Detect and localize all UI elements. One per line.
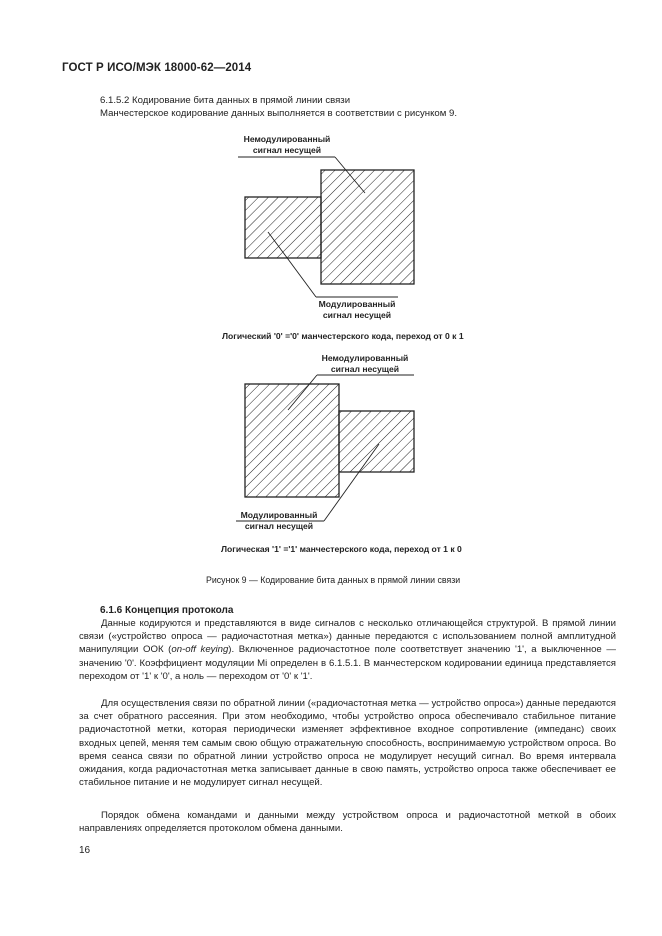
paragraph-1-text: Данные кодируются и представляются в виде сигналов с несколько отличающейся структурой. В прямой линии связи («устройство опроса — радиочастотная метка») данные передаются с использованием полной амплитудной манипуляции ООК ( [79,618,616,656]
label-unmodulated-top [232,134,342,155]
paragraph-2: Для осуществления связи по обратной линии («радиочастотная метка — устройство опроса») данные передаются за счет обратного рассеяния. При этом необходимо, чтобы устройство опроса обеспечивало стабильное питание радиочастотной метки, которая периодически изменяет эффективное входное сопротивление (импеданс) своих входных цепей, меняя тем самым свою общую отражательную способность, воспринимаемую устройством опроса. Во время сеанса связи по обратной линии устройство опроса не модулирует несущий сигнал. Во время интервала ожидания, когда радиочастотная метка записывает данные в свою память, устройство опроса также обеспечивает ее стабильное питание и не модулирует сигнал несущей. [79,698,616,789]
label-modulated-top [307,299,407,320]
label-line: сигнал несущей [244,520,314,531]
label-line: Немодулированный [321,353,409,363]
label-line: Немодулированный [243,134,331,144]
section-heading: 6.1.6 Концепция протокола [100,605,234,616]
paragraph-3: Порядок обмена командами и данными между устройством опроса и радиочастотной меткой в обоих направлениях определяется протоколом обмена данными. [79,810,616,835]
modulated-carrier-block [339,411,414,472]
label-modulated-bottom [230,510,328,531]
diagram-logic-zero [238,157,414,297]
unmodulated-carrier-block [245,384,339,497]
modulated-carrier-block [245,197,321,258]
diagram-logic-one [236,375,414,521]
label-line: сигнал несущей [252,144,322,155]
intro-sentence: Манчестерское кодирование данных выполняется в соответствии с рисунком 9. [100,108,457,119]
paragraph-1 [79,617,616,683]
caption-logic-one: Логическая '1' ='1' манчестерского кода, переход от 1 к 0 [221,544,462,554]
label-line: сигнал несущей [322,309,392,320]
paragraph-1-italic: on-off keying [171,644,229,656]
label-line: Модулированный [318,299,396,309]
page-number: 16 [79,845,91,856]
unmodulated-carrier-block [321,170,414,284]
label-unmodulated-bottom [313,353,417,374]
subsection-heading: 6.1.5.2 Кодирование бита данных в прямой линии связи [100,95,351,106]
caption-logic-zero: Логический '0' ='0' манчестерского кода, переход от 0 к 1 [222,331,464,341]
figure-title: Рисунок 9 — Кодирование бита данных в прямой линии связи [206,575,461,585]
label-line: сигнал несущей [330,363,400,374]
paragraph-1-tail: ). Включенное радиочастотное поле соответствует значению '1', а выключенное — значению '0'. Коэффициент модуляции Mi определен в 6.1.5.1. В манчестерском кодировании единица представляется переходом от '1' к '0', а ноль — переходом от '0' к '1'. [79,644,616,682]
label-line: Модулированный [240,510,318,520]
document-header: ГОСТ Р ИСО/МЭК 18000-62—2014 [62,62,252,74]
